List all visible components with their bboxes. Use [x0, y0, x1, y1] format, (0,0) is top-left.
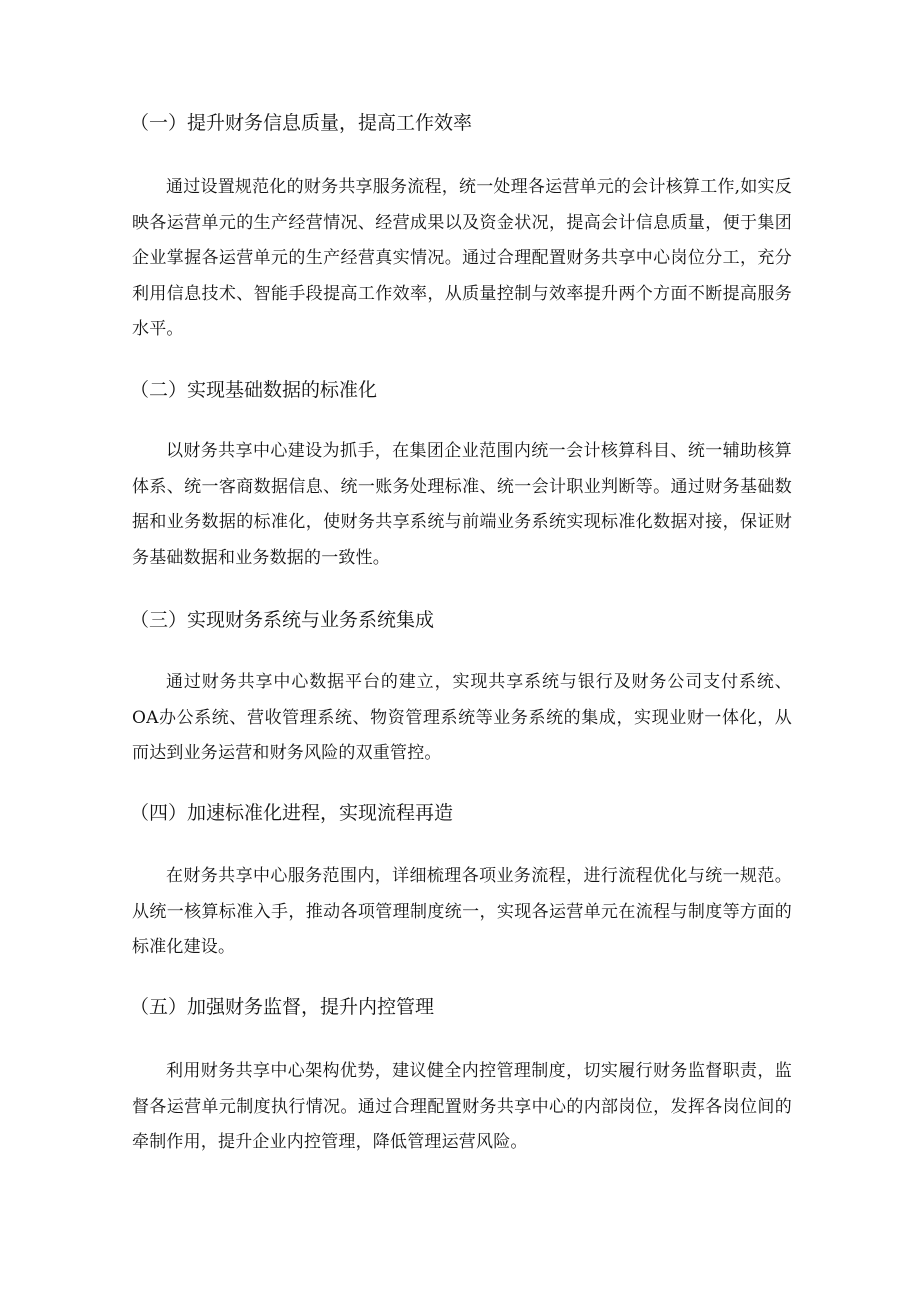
section-heading: （一）提升财务信息质量，提高工作效率 — [130, 112, 473, 134]
section-paragraph: 通过财务共享中心数据平台的建立，实现共享系统与银行及财务公司支付系统、OA办公系统、营收管理系统、物资管理系统等业务系统的集成，实现业财一体化，从而达到业务运营和财务风险的双重管控。 — [132, 672, 792, 763]
section-paragraph: 通过设置规范化的财务共享服务流程，统一处理各运营单元的会计核算工作,如实反映各运营单元的生产经营情况、经营成果以及资金状况，提高会计信息质量，便于集团企业掌握各运营单元的生产经营真实情况。通过合理配置财务共享中心岗位分工，充分利用信息技术、智能手段提高工作效率，从质量控制与效率提升两个方面不断提高服务水平。 — [132, 177, 792, 339]
section-heading: （四）加速标准化进程，实现流程再造 — [130, 802, 454, 824]
section-paragraph: 利用财务共享中心架构优势，建议健全内控管理制度，切实履行财务监督职责，监督各运营单元制度执行情况。通过合理配置财务共享中心的内部岗位，发挥各岗位间的牵制作用，提升企业内控管理，降低管理运营风险。 — [132, 1061, 792, 1152]
section-heading: （五）加强财务监督，提升内控管理 — [130, 996, 435, 1018]
section-heading: （三）实现财务系统与业务系统集成 — [130, 609, 435, 631]
section-paragraph: 以财务共享中心建设为抓手，在集团企业范围内统一会计核算科目、统一辅助核算体系、统一客商数据信息、统一账务处理标准、统一会计职业判断等。通过财务基础数据和业务数据的标准化，使财务共享系统与前端业务系统实现标准化数据对接，保证财务基础数据和业务数据的一致性。 — [132, 441, 792, 568]
section-heading: （二）实现基础数据的标准化 — [130, 379, 378, 401]
section-paragraph: 在财务共享中心服务范围内，详细梳理各项业务流程，进行流程优化与统一规范。从统一核算标准入手，推动各项管理制度统一，实现各运营单元在流程与制度等方面的标准化建设。 — [132, 866, 792, 957]
